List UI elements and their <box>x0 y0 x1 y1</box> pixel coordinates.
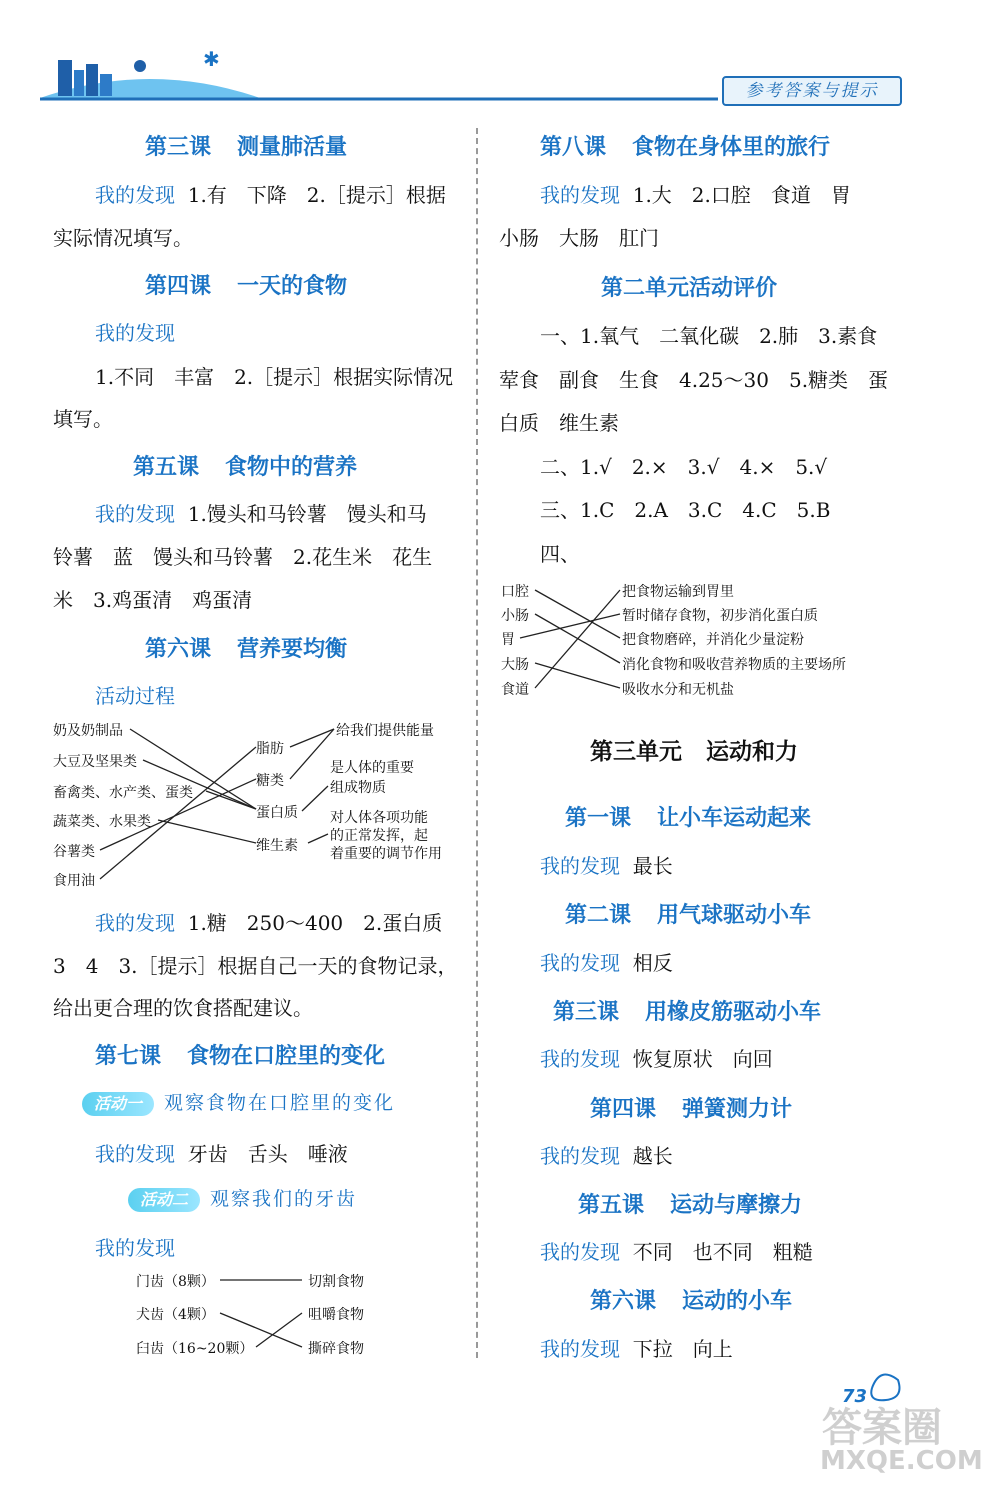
function-text: 组成物质 <box>330 780 386 796</box>
answer-line: 3 4 3.［提示］根据自己一天的食物记录， <box>53 954 458 978</box>
lesson-name: 用橡皮筋驱动小车 <box>645 1000 822 1025</box>
tooth-type: 臼齿（16~20颗） <box>136 1341 254 1357</box>
answer-text: 恢复原状 向回 <box>632 1047 773 1071</box>
function-text: 对人体各项功能 <box>330 810 428 826</box>
unit-number: 第三单元 <box>590 739 682 765</box>
finding-label: 我的发现 <box>540 854 620 878</box>
answer-text: 下拉 向上 <box>632 1337 733 1361</box>
lesson-name: 让小车运动起来 <box>657 806 812 831</box>
organ-function: 暂时储存食物，初步消化蛋白质 <box>622 608 818 624</box>
lesson-number: 第一课 <box>565 806 632 831</box>
lesson-name: 运动的小车 <box>682 1289 793 1314</box>
answer-line: 三、1.C 2.A 3.C 4.C 5.B <box>540 498 831 522</box>
food-item: 奶及奶制品 <box>53 723 123 739</box>
answer-text: 1.有 下降 2.［提示］根据 <box>187 183 446 207</box>
organ-function: 把食物磨碎，并消化少量淀粉 <box>622 632 804 648</box>
food-item: 食用油 <box>53 873 95 889</box>
watermark: 答案圈 <box>822 1405 942 1451</box>
function-text: 着重要的调节作用 <box>330 846 442 862</box>
answer-text: 相反 <box>632 951 673 975</box>
finding-label: 我的发现 <box>95 502 175 526</box>
finding-label: 我的发现 <box>540 183 620 207</box>
lesson-name: 运动与摩擦力 <box>670 1193 803 1218</box>
function-text: 的正常发挥，起 <box>330 828 428 844</box>
organ-function: 消化食物和吸收营养物质的主要场所 <box>622 657 846 673</box>
finding-label: 我的发现 <box>95 1142 175 1166</box>
answer-line: 白质 维生素 <box>499 411 619 435</box>
watermark: MXQE.COM <box>820 1446 983 1476</box>
lesson-name: 用气球驱动小车 <box>657 903 812 928</box>
answer-line: 小肠 大肠 肛门 <box>499 226 659 250</box>
lesson-number: 第三课 <box>553 1000 620 1025</box>
lesson-name: 测量肺活量 <box>237 135 348 160</box>
lesson-name: 弹簧测力计 <box>682 1097 793 1122</box>
lesson-name: 营养要均衡 <box>237 637 348 662</box>
finding-label: 我的发现 <box>95 911 175 935</box>
organ-item: 大肠 <box>501 657 529 673</box>
function-text: 是人体的重要 <box>330 760 414 776</box>
tooth-type: 犬齿（4颗） <box>136 1307 215 1323</box>
food-item: 畜禽类、水产类、蛋类 <box>53 785 193 801</box>
lesson-name: 一天的食物 <box>237 274 348 299</box>
finding-label: 我的发现 <box>540 951 620 975</box>
activity-title: 观察我们的牙齿 <box>210 1188 358 1210</box>
answer-text: 1.馒头和马铃薯 馒头和马 <box>187 502 427 526</box>
food-item: 谷薯类 <box>53 844 95 860</box>
organ-item: 胃 <box>501 632 515 648</box>
activity-badge: 活动二 <box>128 1188 200 1212</box>
answer-text: 1.糖 250～400 2.蛋白质 <box>187 911 443 935</box>
finding-label: 我的发现 <box>540 1240 620 1264</box>
lesson-number: 第四课 <box>145 274 212 299</box>
finding-label: 我的发现 <box>540 1047 620 1071</box>
answer-hint-tag: 参考答案与提示 <box>722 76 902 106</box>
nutrient-item: 蛋白质 <box>256 805 298 821</box>
nutrient-item: 糖类 <box>256 773 284 789</box>
organ-function: 把食物运输到胃里 <box>622 584 734 600</box>
lesson-number: 第八课 <box>540 135 607 160</box>
food-item: 大豆及坚果类 <box>53 754 137 770</box>
organ-item: 口腔 <box>501 584 529 600</box>
answer-text: 1.大 2.口腔 食道 胃 <box>632 183 851 207</box>
finding-label: 我的发现 <box>540 1144 620 1168</box>
lesson-number: 第四课 <box>590 1097 657 1122</box>
answer-line: 铃薯 蓝 馒头和马铃薯 2.花生米 花生 <box>53 545 433 569</box>
lesson-name: 食物中的营养 <box>225 455 358 480</box>
answer-line: 米 3.鸡蛋清 鸡蛋清 <box>53 588 253 612</box>
unit-name: 运动和力 <box>706 739 799 765</box>
answer-text: 牙齿 舌头 唾液 <box>187 1142 348 1166</box>
nutrient-item: 维生素 <box>256 838 298 854</box>
finding-label: 我的发现 <box>95 183 175 207</box>
finding-label: 我的发现 <box>540 1337 620 1361</box>
answer-line: 一、1.氧气 二氧化碳 2.肺 3.素食 <box>540 324 878 348</box>
lesson-number: 第五课 <box>133 455 200 480</box>
tooth-function: 切割食物 <box>308 1274 364 1290</box>
answer-line: 四、 <box>540 542 580 566</box>
organ-function: 吸收水分和无机盐 <box>622 682 734 698</box>
activity-badge: 活动一 <box>82 1092 154 1116</box>
answer-line: 二、1.√ 2.× 3.√ 4.× 5.√ <box>540 455 828 479</box>
organ-item: 小肠 <box>501 608 529 624</box>
lesson-name: 食物在口腔里的变化 <box>187 1044 386 1069</box>
star-icon: ✱ <box>203 47 220 71</box>
organ-item: 食道 <box>501 682 529 698</box>
answer-line: 荤食 副食 生食 4.25～30 5.糖类 蛋 <box>499 368 889 392</box>
unit-evaluation-title: 第二单元活动评价 <box>601 276 778 301</box>
nutrient-item: 脂肪 <box>256 741 284 757</box>
answer-line: 给出更合理的饮食搭配建议。 <box>53 996 313 1020</box>
answer-text: 越长 <box>632 1144 673 1168</box>
lesson-number: 第三课 <box>145 135 212 160</box>
answer-text: 最长 <box>632 854 673 878</box>
finding-label: 我的发现 <box>95 321 175 345</box>
page-number: 73 <box>842 1386 868 1407</box>
lesson-number: 第五课 <box>578 1193 645 1218</box>
activity-title: 观察食物在口腔里的变化 <box>164 1092 396 1114</box>
food-item: 蔬菜类、水果类 <box>53 814 151 830</box>
tooth-function: 撕碎食物 <box>308 1341 364 1357</box>
lesson-number: 第二课 <box>565 903 632 928</box>
function-text: 给我们提供能量 <box>336 723 434 739</box>
tooth-function: 咀嚼食物 <box>308 1307 364 1323</box>
answer-text: 不同 也不同 粗糙 <box>632 1240 813 1264</box>
tooth-type: 门齿（8颗） <box>136 1274 215 1290</box>
lesson-name: 食物在身体里的旅行 <box>632 135 831 160</box>
lesson-number: 第六课 <box>145 637 212 662</box>
process-label: 活动过程 <box>95 684 175 708</box>
answer-line: 实际情况填写。 <box>53 226 193 250</box>
answer-line: 填写。 <box>53 407 113 431</box>
lesson-number: 第六课 <box>590 1289 657 1314</box>
answer-line: 1.不同 丰富 2.［提示］根据实际情况 <box>95 365 454 389</box>
lesson-number: 第七课 <box>95 1044 162 1069</box>
finding-label: 我的发现 <box>95 1236 175 1260</box>
